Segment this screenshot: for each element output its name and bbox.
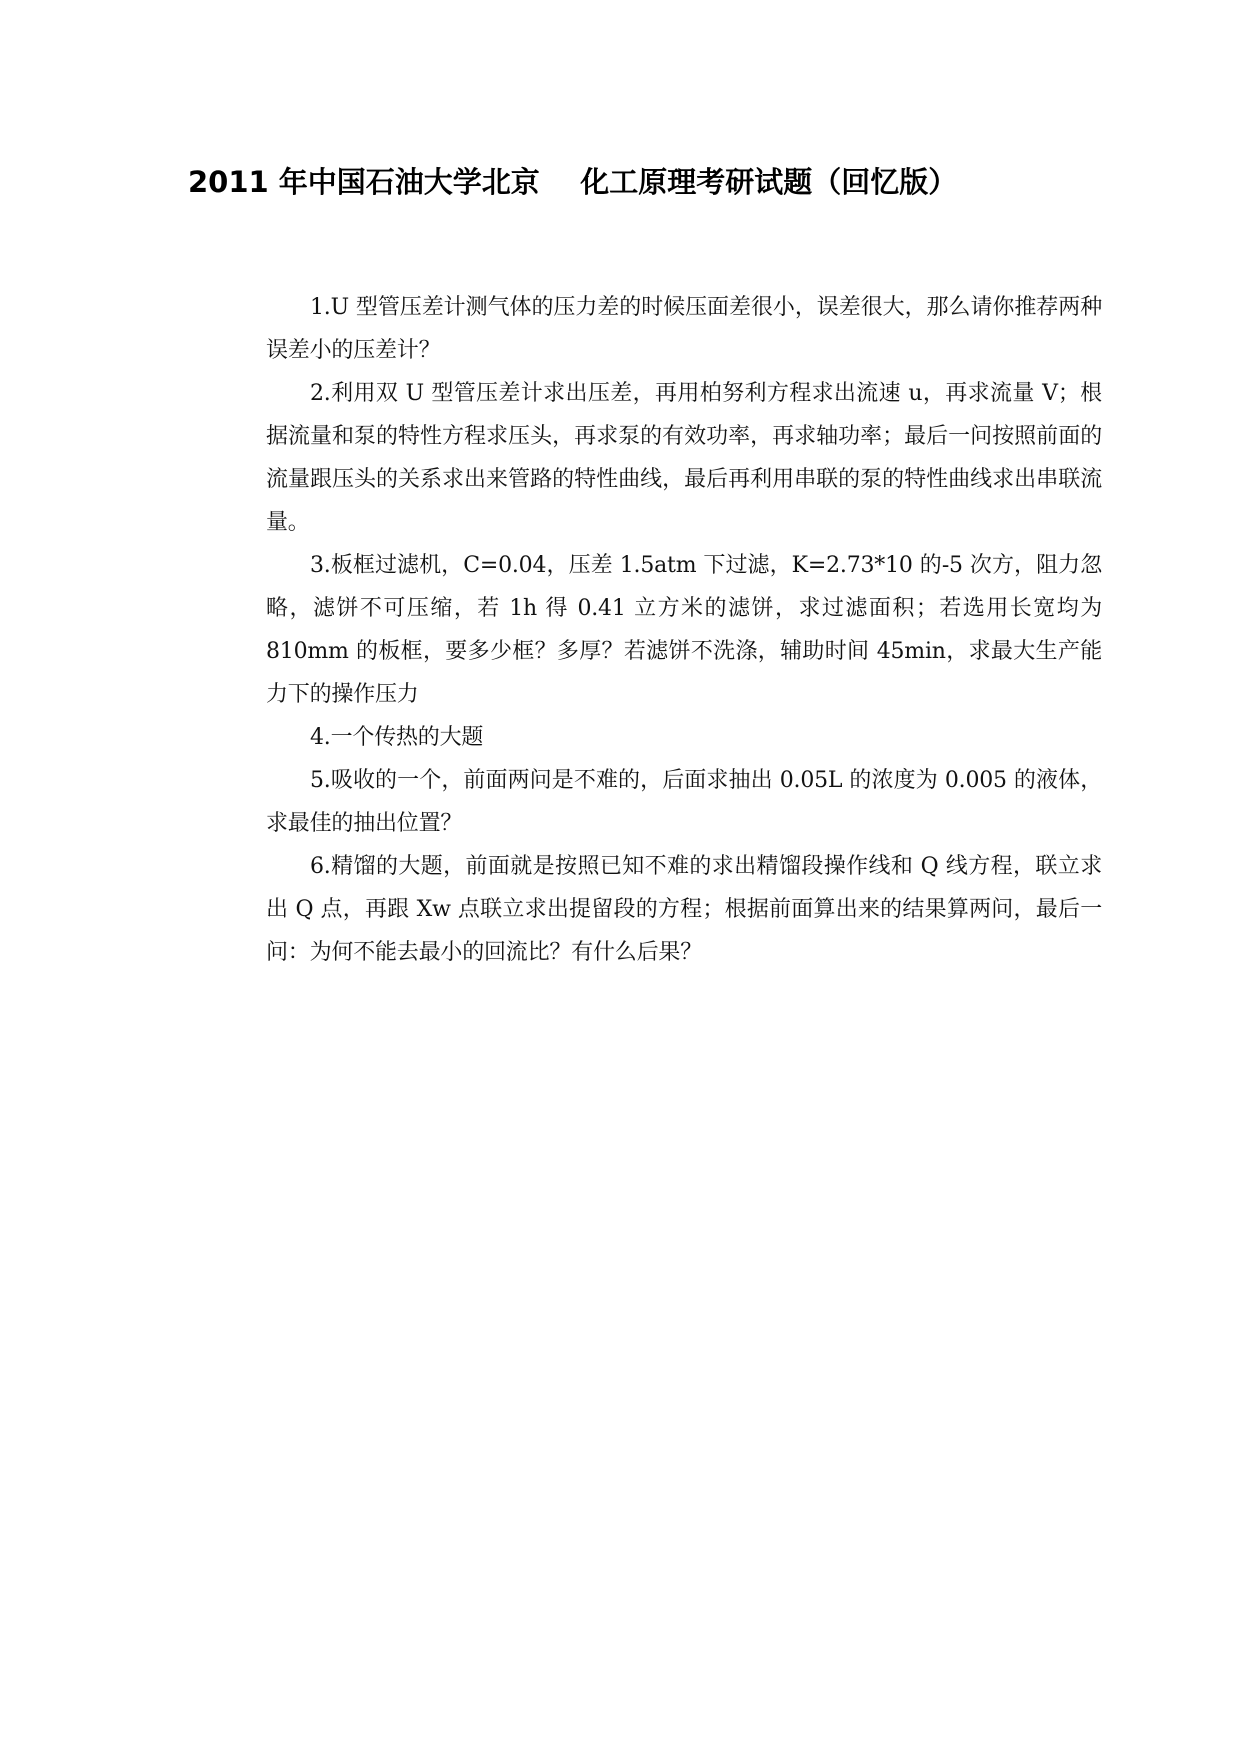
question-4: 4.一个传热的大题: [310, 725, 484, 750]
question-6: 6.精馏的大题，前面就是按照已知不难的求出精馏段操作线和 Q 线方程，联立求出 Q 点，再跟 Xw 点联立求出提留段的方程；根据前面算出来的结果算两问，最后一问：为何不能去最小的回流比？有什么后果？: [266, 854, 1102, 965]
question-3: 3.板框过滤机，C=0.04，压差 1.5atm 下过滤，K=2.73*10 的-5 次方，阻力忽略，滤饼不可压缩，若 1h 得 0.41 立方米的滤饼，求过滤面积；若选用长宽均为 810mm 的板框，要多少框？多厚？若滤饼不洗涤，辅助时间 45min，求最大生产能力下的操作压力: [266, 553, 1102, 707]
question-5: 5.吸收的一个，前面两问是不难的，后面求抽出 0.05L 的浓度为 0.005 的液体，求最佳的抽出位置？: [266, 768, 1102, 836]
question-1: 1.U 型管压差计测气体的压力差的时候压面差很小，误差很大，那么请你推荐两种误差小的压差计？: [266, 295, 1102, 363]
document-title: 2011 年中国石油大学北京 化工原理考研试题（回忆版）: [188, 165, 958, 199]
question-list: [266, 286, 1102, 974]
question-2: 2.利用双 U 型管压差计求出压差，再用柏努利方程求出流速 u，再求流量 V；根据流量和泵的特性方程求压头，再求泵的有效功率，再求轴功率；最后一问按照前面的流量跟压头的关系求出来管路的特性曲线，最后再利用串联的泵的特性曲线求出串联流量。: [266, 381, 1102, 535]
